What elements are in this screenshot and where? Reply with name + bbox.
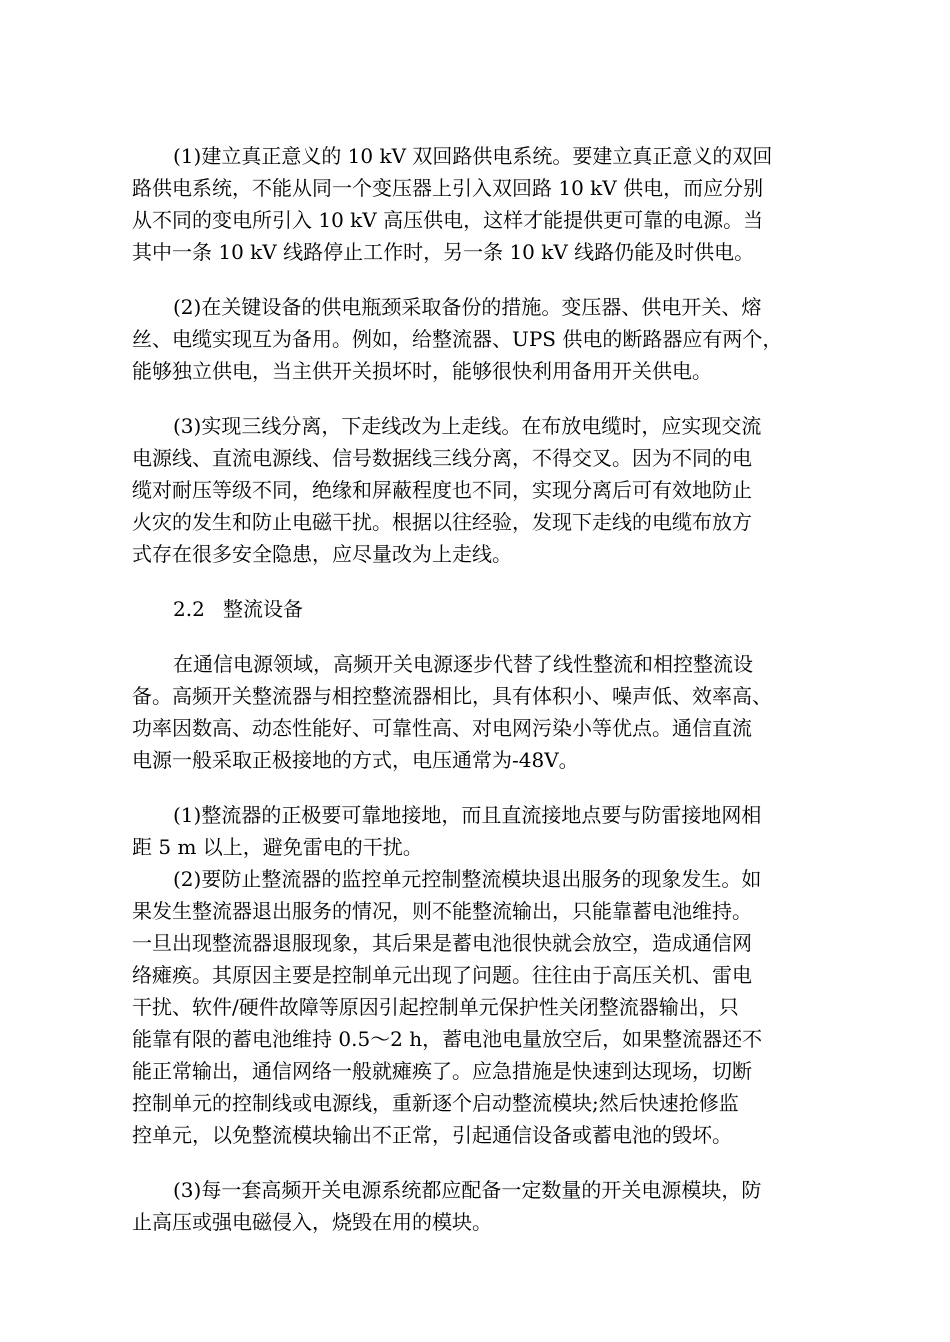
text-line: 距 5 m 以上，避免雷电的干扰。 [132, 835, 423, 859]
text-line: 电源一般采取正极接地的方式，电压通常为-48V。 [132, 748, 579, 772]
text-line: (2)要防止整流器的监控单元控制整流模块退出服务的现象发生。如 [173, 867, 762, 891]
paragraph-gap [132, 1151, 822, 1174]
text-line: 从不同的变电所引入 10 kV 高压供电，这样才能提供更可靠的电源。当 [132, 208, 764, 232]
section-number: 2.2 [173, 597, 205, 621]
text-line: 丝、电缆实现互为备用。例如，给整流器、UPS 供电的断路器应有两个， [132, 327, 783, 351]
section-heading [132, 593, 822, 625]
paragraph-gap [132, 387, 822, 410]
text-line: 能靠有限的蓄电池维持 0.5～2 h，蓄电池电量放空后，如果整流器还不 [132, 1027, 763, 1051]
text-line: 止高压或强电磁侵入，烧毁在用的模块。 [132, 1210, 492, 1234]
text-line: 果发生整流器退出服务的情况，则不能整流输出，只能靠蓄电池维持。 [132, 899, 752, 923]
text-line: (3)实现三线分离，下走线改为上走线。在布放电缆时，应实现交流 [173, 414, 762, 438]
paragraph-rectifier-grounding [132, 799, 822, 863]
text-line: (3)每一套高频开关电源系统都应配备一定数量的开关电源模块，防 [173, 1178, 762, 1202]
section-title: 整流设备 [223, 597, 303, 621]
paragraph-cable-separation [132, 410, 822, 570]
paragraph-spare-modules [132, 1174, 822, 1238]
paragraph-dual-circuit-power [132, 140, 822, 268]
text-line: 干扰、软件/硬件故障等原因引起控制单元保护性关闭整流器输出，只 [132, 995, 739, 1019]
text-line: 电源线、直流电源线、信号数据线三线分离，不得交叉。因为不同的电 [132, 446, 752, 470]
paragraph-backup-measures [132, 291, 822, 387]
text-line: 控制单元的控制线或电源线，重新逐个启动整流模块;然后快速抢修监 [132, 1091, 739, 1115]
document-page [132, 140, 822, 1238]
text-line: (1)建立真正意义的 10 kV 双回路供电系统。要建立真正意义的双回 [173, 144, 773, 168]
paragraph-rectifier-monitoring [132, 863, 822, 1151]
text-line: 在通信电源领域，高频开关电源逐步代替了线性整流和相控整流设 [173, 652, 753, 676]
paragraph-gap [132, 776, 822, 799]
text-line: 缆对耐压等级不同，绝缘和屏蔽程度也不同，实现分离后可有效地防止 [132, 478, 752, 502]
paragraph-gap [132, 570, 822, 593]
text-line: 备。高频开关整流器与相控整流器相比，具有体积小、噪声低、效率高、 [132, 684, 772, 708]
text-line: 火灾的发生和防止电磁干扰。根据以往经验，发现下走线的电缆布放方 [132, 510, 752, 534]
text-line: 一旦出现整流器退服现象，其后果是蓄电池很快就会放空，造成通信网 [132, 931, 752, 955]
text-line: 络瘫痪。其原因主要是控制单元出现了问题。往往由于高压关机、雷电 [132, 963, 752, 987]
text-line: 能正常输出，通信网络一般就瘫痪了。应急措施是快速到达现场，切断 [132, 1059, 752, 1083]
paragraph-gap [132, 268, 822, 291]
text-line: 其中一条 10 kV 线路停止工作时，另一条 10 kV 线路仍能及时供电。 [132, 240, 755, 264]
text-line: 式存在很多安全隐患，应尽量改为上走线。 [132, 542, 512, 566]
text-line: 控单元，以免整流模块输出不正常，引起通信设备或蓄电池的毁坏。 [132, 1123, 732, 1147]
text-line: (1)整流器的正极要可靠地接地，而且直流接地点要与防雷接地网相 [173, 803, 762, 827]
paragraph-rectifier-intro [132, 648, 822, 776]
text-line: 功率因数高、动态性能好、可靠性高、对电网污染小等优点。通信直流 [132, 716, 752, 740]
text-line: 能够独立供电，当主供开关损坏时，能够很快利用备用开关供电。 [132, 359, 712, 383]
text-line: (2)在关键设备的供电瓶颈采取备份的措施。变压器、供电开关、熔 [173, 295, 762, 319]
paragraph-gap [132, 625, 822, 648]
text-line: 路供电系统，不能从同一个变压器上引入双回路 10 kV 供电，而应分别 [132, 176, 764, 200]
